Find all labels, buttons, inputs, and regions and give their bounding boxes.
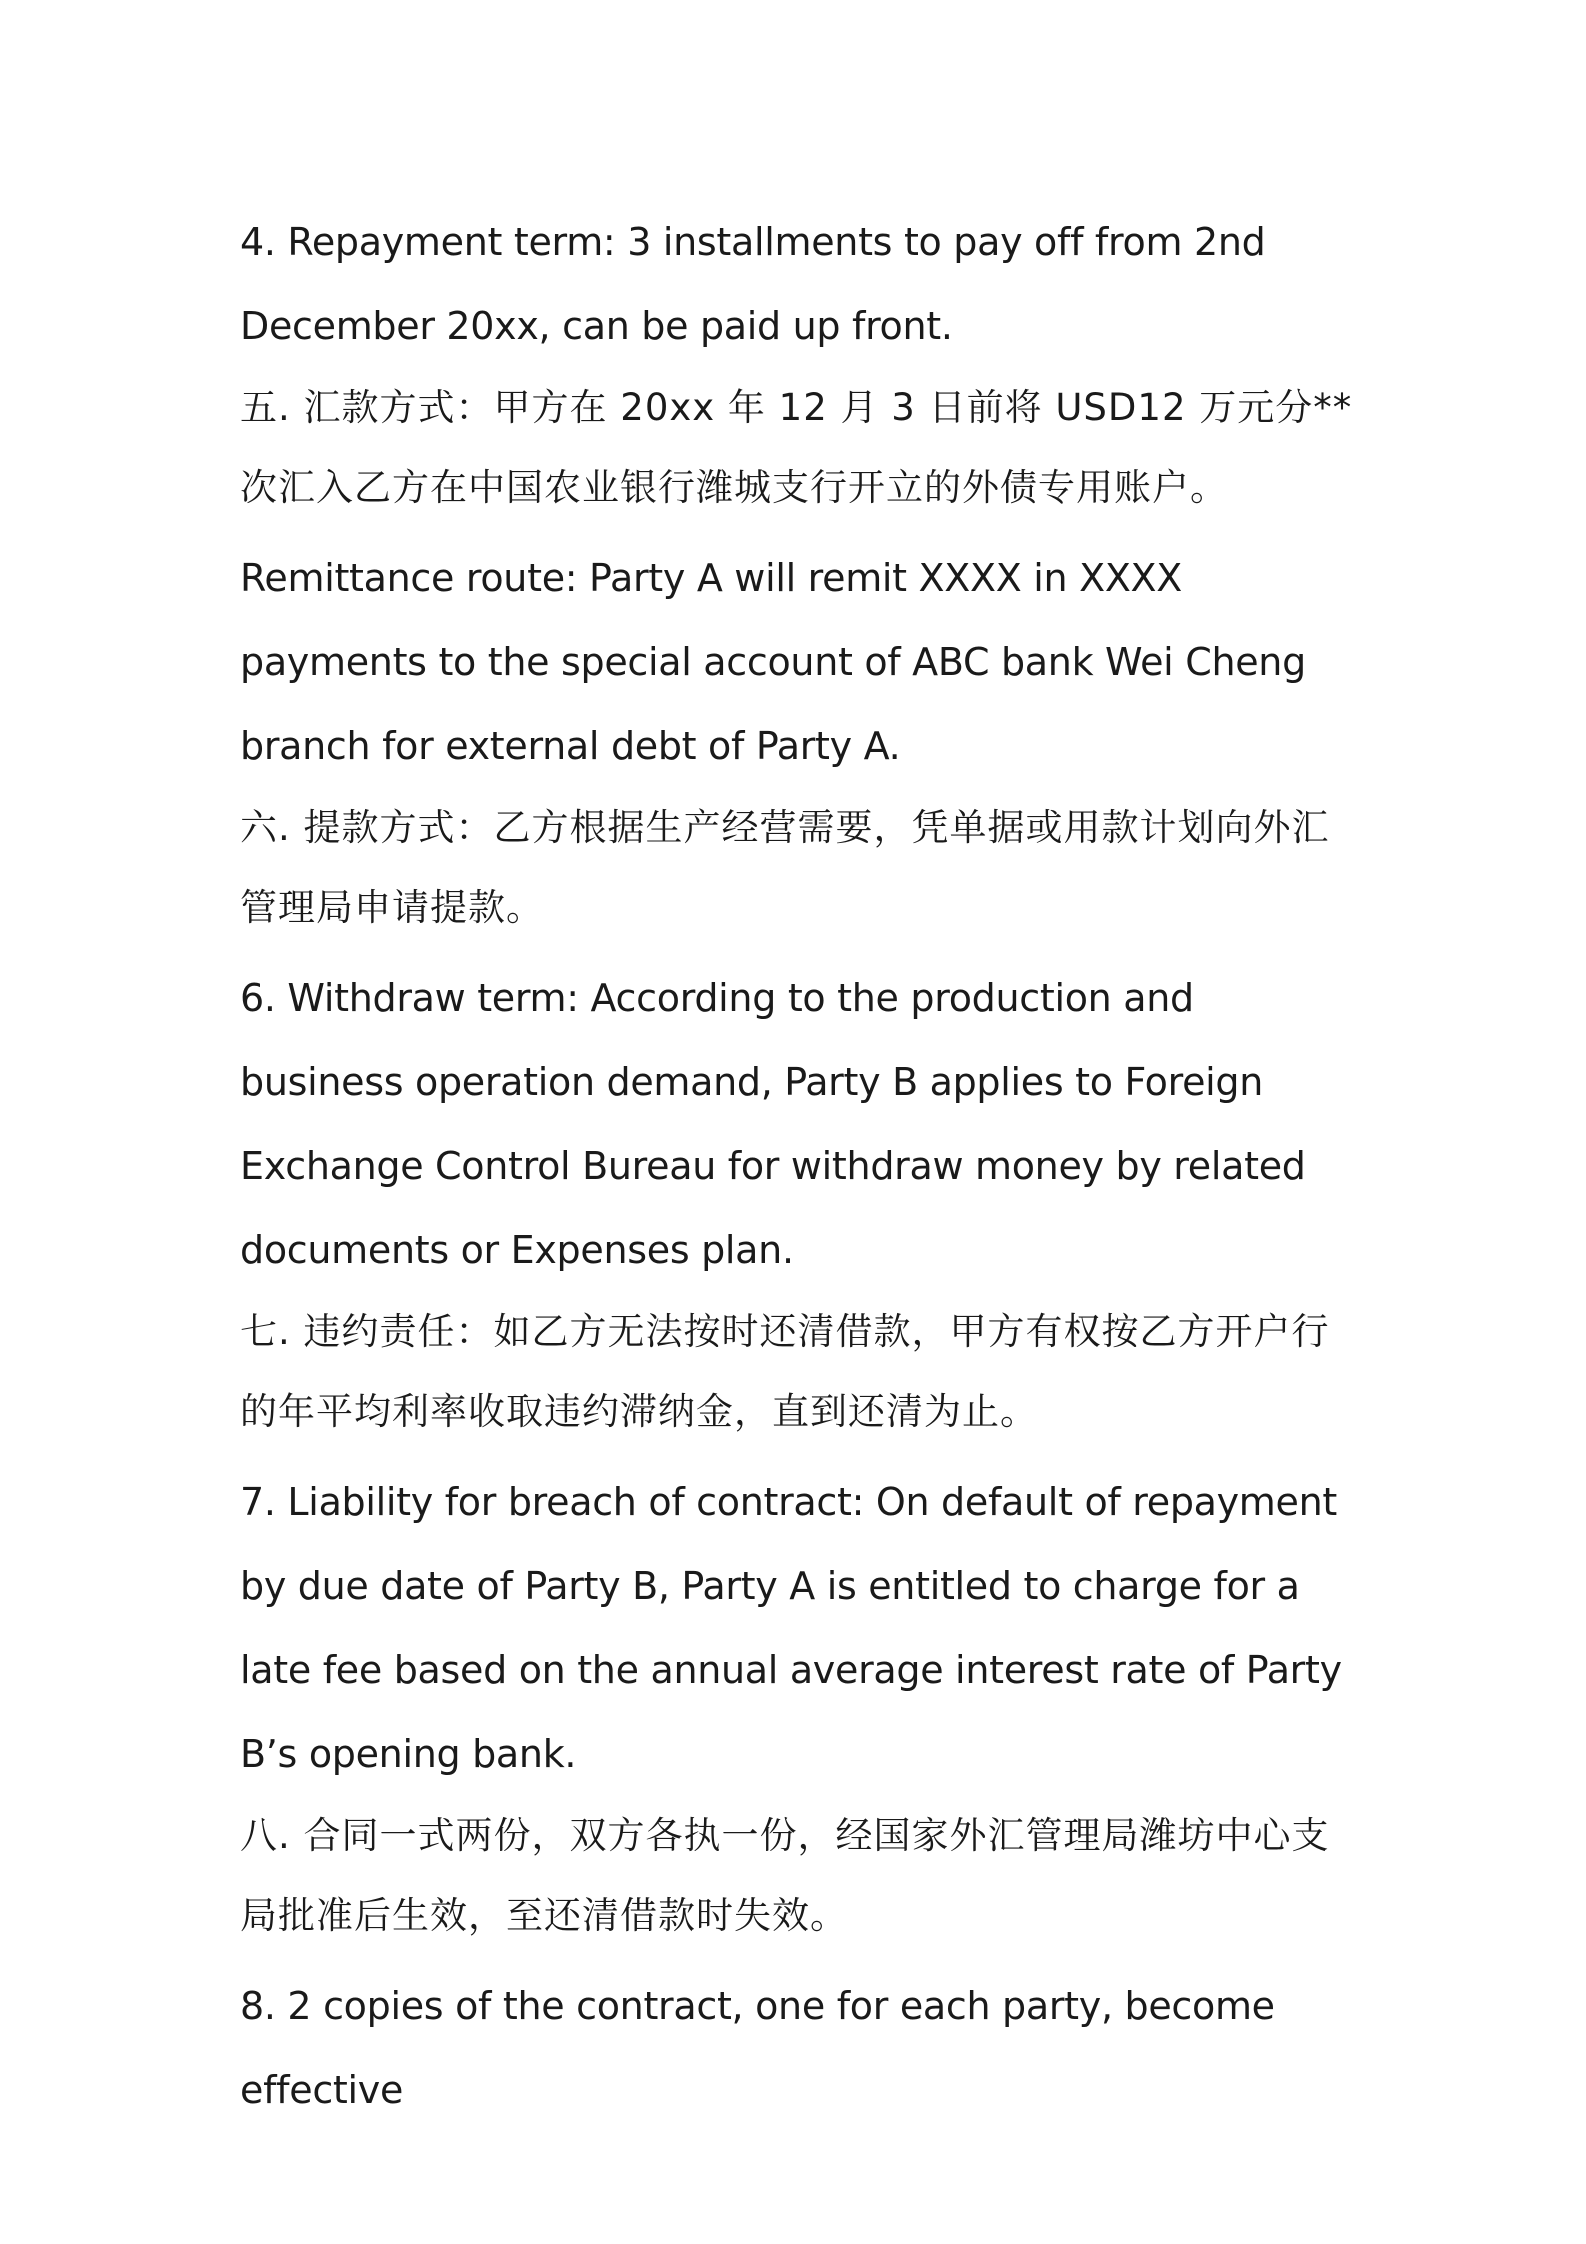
paragraph-copies-zh: 八. 合同一式两份，双方各执一份，经国家外汇管理局潍坊中心支局批准后生效，至还清借款时失效。 [240,1814,1330,1937]
paragraph-liability-en: 7. Liability for breach of contract: On default of repayment by due date of Party B, Party A is entitled to charge for a late fee based on the annual average interest rate of Party B’s opening bank. [240,1480,1342,1776]
paragraph-remittance-route-zh: 五. 汇款方式：甲方在 20xx 年 12 月 3 日前将 USD12 万元分**次汇入乙方在中国农业银行潍城支行开立的外债专用账户。 [240,386,1353,509]
document-page [240,200,1360,2132]
paragraph-repayment-term-en: 4. Repayment term: 3 installments to pay off from 2nd December 20xx, can be paid up front. [240,220,1266,348]
paragraph-remittance-route-en: Remittance route: Party A will remit XXXX in XXXX payments to the special account of ABC bank Wei Cheng branch for external debt of Party A. [240,556,1306,768]
paragraph-withdraw-term-zh: 六. 提款方式：乙方根据生产经营需要，凭单据或用款计划向外汇管理局申请提款。 [240,806,1330,929]
paragraph-withdraw-term-en: 6. Withdraw term: According to the production and business operation demand, Party B applies to Foreign Exchange Control Bureau for withdraw money by related documents or Expenses plan. [240,976,1306,1272]
paragraph-copies-en: 8. 2 copies of the contract, one for each party, become effective [240,1984,1275,2112]
paragraph-liability-zh: 七. 违约责任：如乙方无法按时还清借款，甲方有权按乙方开户行的年平均利率收取违约滞纳金，直到还清为止。 [240,1310,1330,1433]
